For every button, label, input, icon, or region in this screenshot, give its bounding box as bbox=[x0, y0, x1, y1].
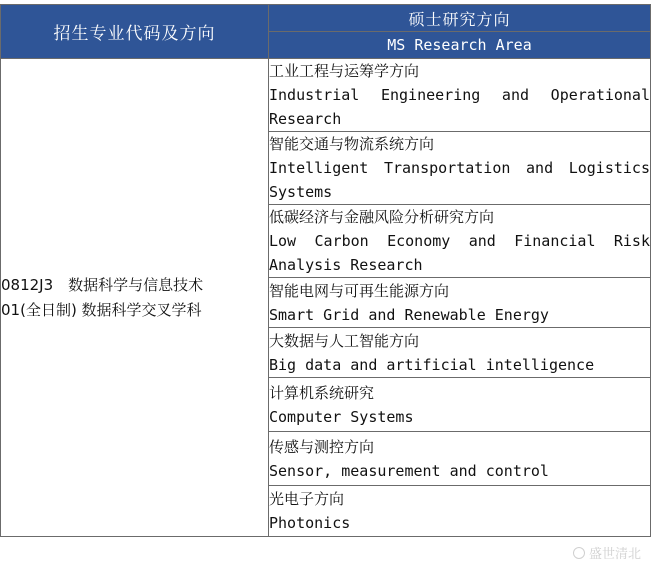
direction-name-en: Low Carbon Economy and Financial Risk Analysis Research bbox=[269, 232, 650, 274]
direction-cell bbox=[269, 59, 651, 132]
direction-name-cn: 智能交通与物流系统方向 bbox=[269, 135, 435, 153]
direction-cell bbox=[269, 328, 651, 378]
research-areas-table bbox=[0, 4, 651, 537]
direction-name-en: Intelligent Transportation and Logistics Systems bbox=[269, 159, 650, 201]
direction-cell bbox=[269, 378, 651, 432]
direction-name-cn: 大数据与人工智能方向 bbox=[269, 331, 420, 350]
direction-cell bbox=[269, 278, 651, 328]
program-cell bbox=[1, 59, 269, 537]
direction-name-cn: 智能电网与可再生能源方向 bbox=[269, 281, 450, 300]
direction-cell bbox=[269, 205, 651, 278]
direction-name-cn: 计算机系统研究 bbox=[269, 383, 375, 402]
program-direction-line: 01(全日制) 数据科学交叉学科 bbox=[1, 300, 202, 319]
program-column-header: 招生专业代码及方向 bbox=[1, 5, 269, 59]
direction-name-cn: 工业工程与运筹学方向 bbox=[269, 62, 420, 80]
direction-name-en: Photonics bbox=[269, 514, 351, 532]
watermark bbox=[573, 543, 641, 562]
direction-name-en: Smart Grid and Renewable Energy bbox=[269, 305, 549, 324]
direction-cell bbox=[269, 432, 651, 486]
direction-name-en: Computer Systems bbox=[269, 407, 414, 426]
direction-column-header-en: MS Research Area bbox=[269, 32, 651, 59]
header-row bbox=[1, 5, 651, 32]
direction-name-cn: 低碳经济与金融风险分析研究方向 bbox=[269, 208, 495, 226]
direction-name-cn: 传感与测控方向 bbox=[269, 437, 375, 456]
program-code-line: 0812J3 数据科学与信息技术 bbox=[1, 275, 204, 294]
table-row bbox=[1, 59, 651, 132]
direction-cell bbox=[269, 486, 651, 537]
direction-column-header-cn: 硕士研究方向 bbox=[269, 5, 651, 32]
circle-logo-icon bbox=[573, 547, 585, 559]
direction-name-en: Sensor, measurement and control bbox=[269, 461, 549, 480]
direction-cell bbox=[269, 132, 651, 205]
watermark-text: 盛世清北 bbox=[588, 547, 641, 562]
direction-name-en: Industrial Engineering and Operational Research bbox=[269, 86, 650, 128]
direction-name-en: Big data and artificial intelligence bbox=[269, 355, 595, 374]
direction-name-cn: 光电子方向 bbox=[269, 490, 345, 508]
